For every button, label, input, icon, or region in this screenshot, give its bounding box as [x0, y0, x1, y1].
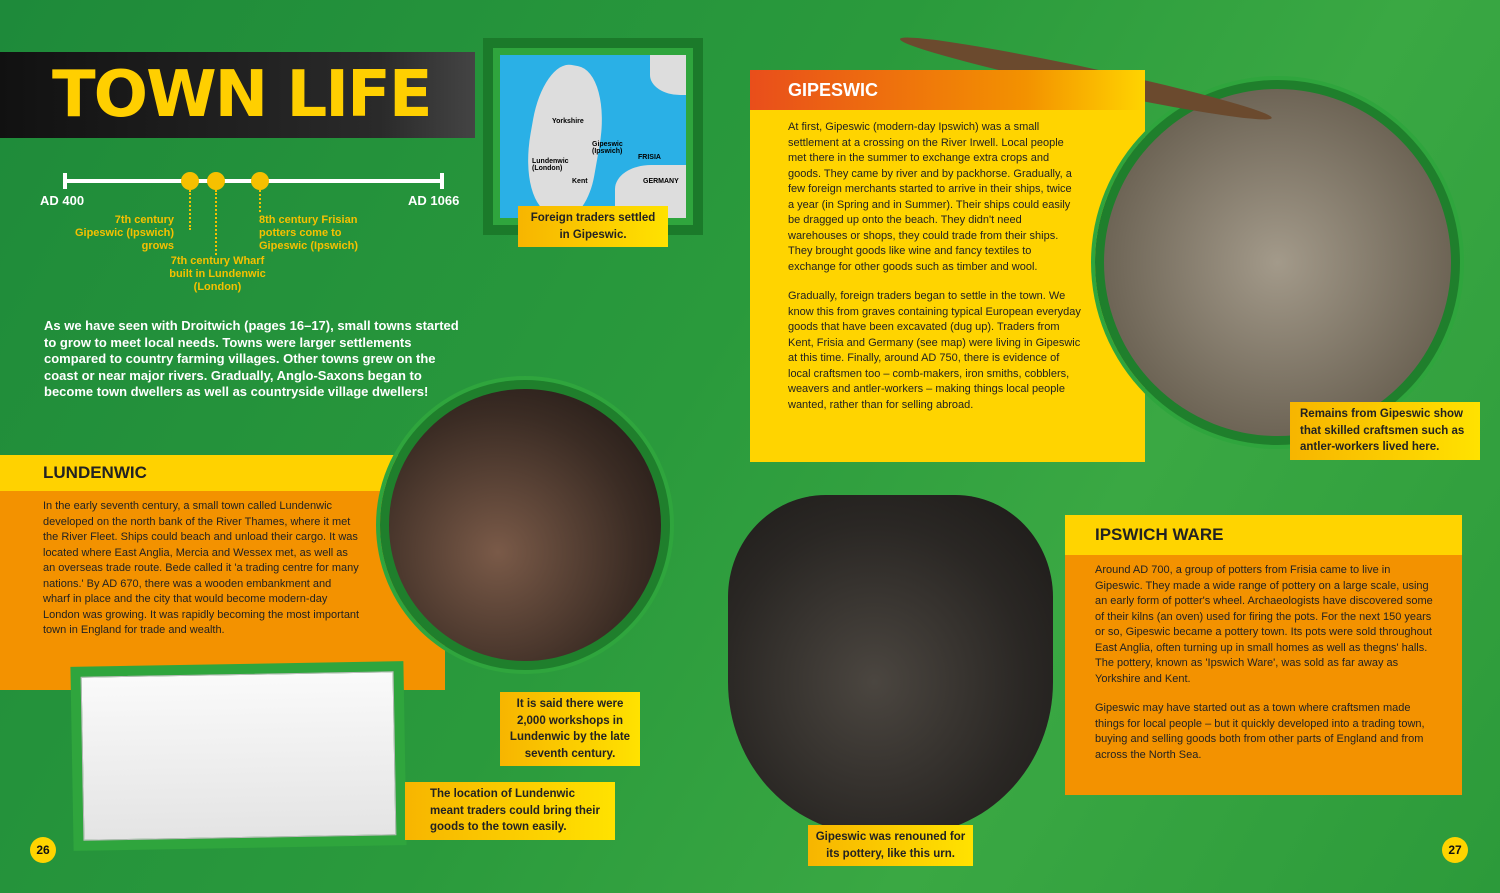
ship-illustration — [81, 671, 397, 840]
urn-caption: Gipeswic was renouned for its pottery, like this urn. — [808, 825, 973, 866]
map-label: Lundenwic (London) — [532, 158, 569, 172]
timeline-connector — [189, 190, 191, 230]
urn-photo — [728, 495, 1053, 835]
ipswich-ware-text-1: Around AD 700, a group of potters from Frisia came to live in Gipeswic. They made a wide range of pottery on a large scale, using an early form of potter's wheel. Archaeologists have discovered some of their kilns (an oven) used for firing the pots. For the next 150 years or so, Gipeswic became a pottery town. Its pots were sold throughout East Anglia, often turning up in small homes as well as thegns' halls. The pottery, known as 'Ipswich Ware', was sold as far away as Yorkshire and Kent. — [1095, 564, 1433, 685]
map-label: GERMANY — [643, 178, 679, 185]
lundenwic-text: In the early seventh century, a small town called Lundenwic developed on the north bank of the River Thames, where it met the River Fleet. Ships could beach and unload their cargo. It was located where East Anglia, Mercia and Wessex met, as well as an overseas trade route. Bede called it 'a trading centre for many nations.' By AD 670, there was a wooden embankment and wharf in place and the city that would become modern-day London was growing. It was rapidly becoming the most important town in England for trade and wealth. — [43, 500, 360, 636]
map-caption: Foreign traders settled in Gipeswic. — [518, 206, 668, 247]
timeline-dot — [181, 172, 199, 190]
timeline-dot — [251, 172, 269, 190]
gipeswic-heading: GIPESWIC — [750, 70, 1145, 110]
timeline-end: AD 1066 — [408, 193, 460, 208]
anvil-caption: It is said there were 2,000 workshops in Lundenwic by the late seventh century. — [500, 692, 640, 766]
ship-caption: The location of Lundenwic meant traders could bring their goods to the town easily. — [405, 782, 615, 840]
anvil-photo — [380, 380, 670, 670]
page-number-left: 26 — [30, 837, 56, 863]
ipswich-ware-heading: IPSWICH WARE — [1065, 515, 1462, 555]
timeline-event: 7th century Wharf built in Lundenwic (London) — [169, 255, 266, 293]
map-label: Yorkshire — [552, 118, 584, 125]
map-scandinavia — [650, 55, 686, 95]
lundenwic-box — [0, 455, 445, 690]
antler-caption: Remains from Gipeswic show that skilled craftsmen such as antler-workers lived here. — [1290, 402, 1480, 460]
map-label: Kent — [572, 178, 588, 185]
map-label: FRISIA — [638, 154, 661, 161]
timeline-end-tick — [440, 173, 444, 189]
ipswich-ware-box — [1065, 515, 1462, 795]
antler-photo — [1095, 80, 1460, 445]
timeline-start-tick — [63, 173, 67, 189]
timeline-connector — [259, 190, 261, 212]
intro-text: As we have seen with Droitwich (pages 16–17), small towns started to grow to meet local needs. Towns were larger settlements compared to country farming villages. Other towns grew on the coast or near major rivers. Gradually, Anglo-Saxons began to become town dwellers as well as countryside village dwellers! — [44, 318, 459, 399]
map — [500, 55, 686, 218]
timeline-event: 8th century Frisian potters come to Gipeswic (Ipswich) — [259, 214, 359, 252]
lundenwic-heading: LUNDENWIC — [0, 455, 415, 491]
gipeswic-text-1: At first, Gipeswic (modern-day Ipswich) was a small settlement at a crossing on the River Irwell. Local people met there in the summer to exchange extra crops and goods. They came by river and by packhorse. Gradually, a few foreign merchants started to arrive in their ships, twice a year (in Spring and in Summer). Their ships could easily be dragged up onto the beach. They didn't need warehouses or shops, they could trade from their ships. They brought goods like wine and fancy textiles to exchange for other goods such as timber and wool. — [788, 121, 1072, 273]
map-britain — [518, 60, 613, 218]
timeline-start: AD 400 — [40, 193, 85, 208]
timeline-event: 7th century Gipeswic (Ipswich) grows — [74, 214, 174, 252]
map-label: Gipeswic (Ipswich) — [592, 141, 623, 155]
ship-frame — [70, 661, 406, 851]
page-title: TOWN LIFE — [52, 58, 431, 132]
timeline-connector — [215, 190, 217, 255]
ipswich-ware-text-2: Gipeswic may have started out as a town where craftsmen made things for local people – but it quickly developed into a trading town, buying and selling goods both from other parts of England and from across the North Sea. — [1095, 702, 1425, 761]
gipeswic-content — [750, 70, 1145, 413]
timeline-dot — [207, 172, 225, 190]
page-number-right: 27 — [1442, 837, 1468, 863]
gipeswic-text-2: Gradually, foreign traders began to settle in the town. We know this from graves containing typical European everyday goods that have been excavated (dug up). Traders from Kent, Frisia and Germany (see map) were living in Gipeswic at this time. Finally, around AD 750, there is evidence of local craftsmen too – comb-makers, iron smiths, cobblers, weavers and antler-workers – making things local people wanted, rather than for selling abroad. — [788, 290, 1081, 411]
